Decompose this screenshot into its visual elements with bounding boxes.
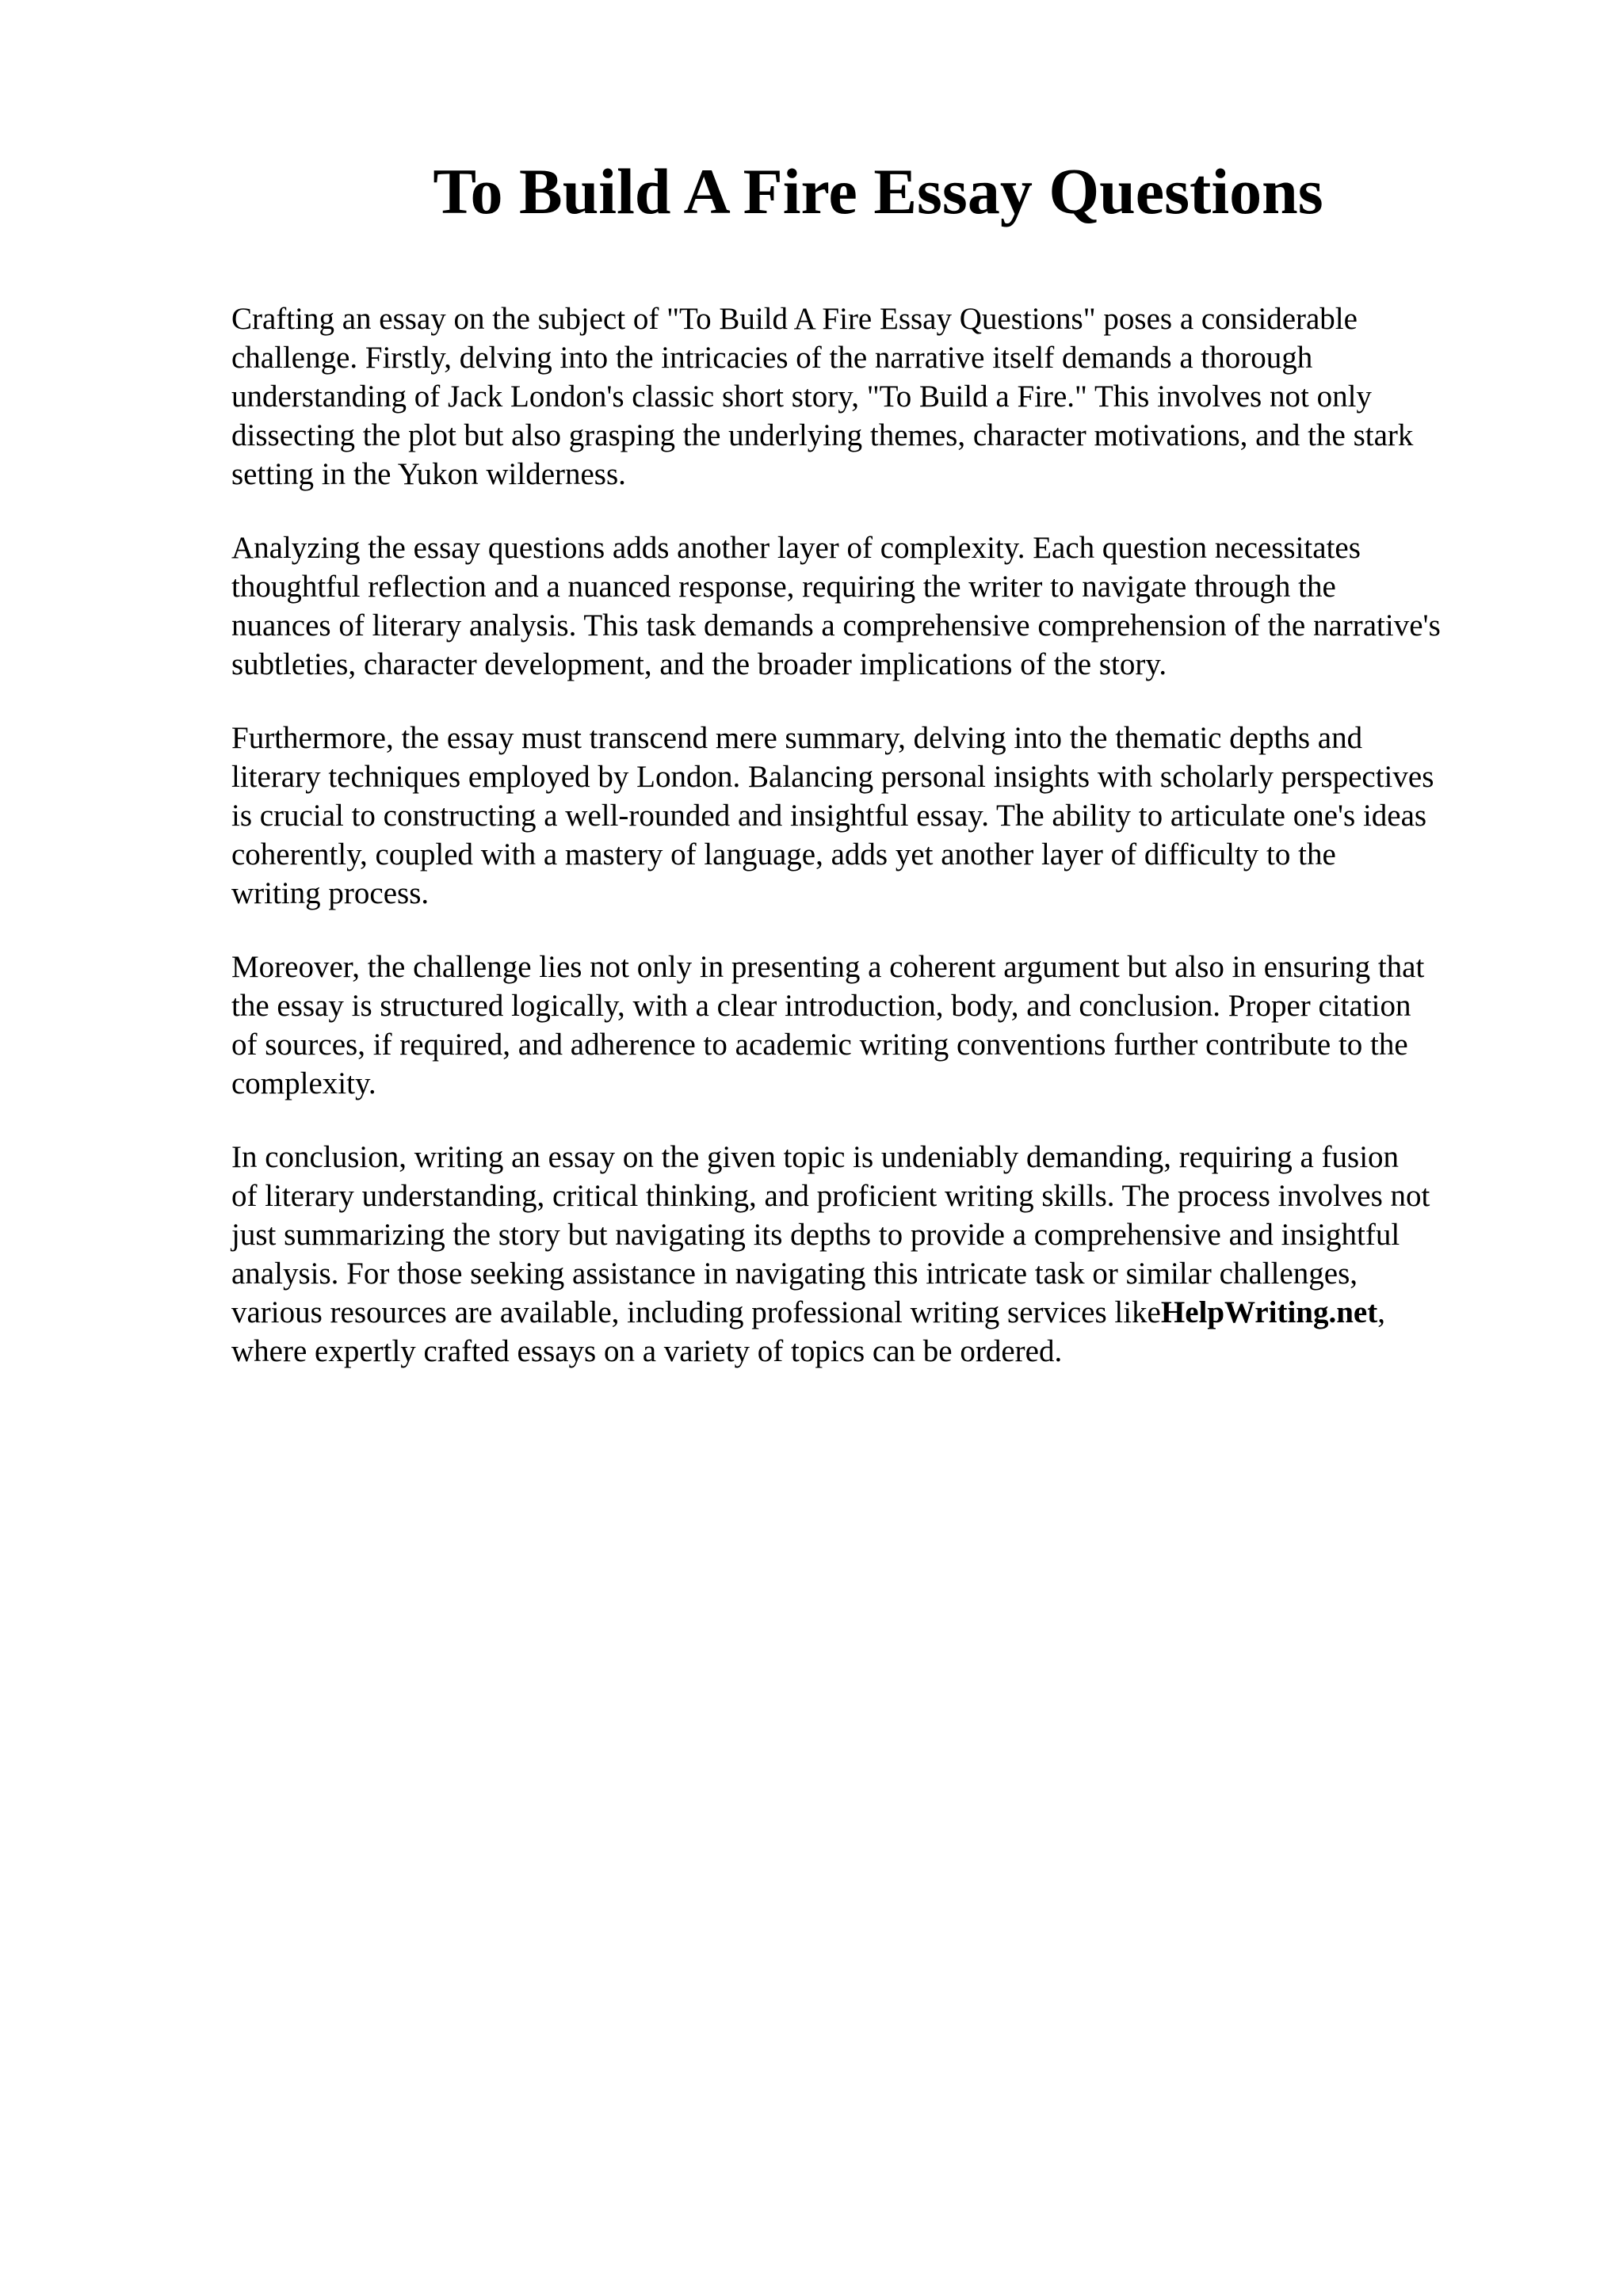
paragraph-line: writing process. [231,876,430,910]
paragraph-3 [231,719,1547,913]
paragraph-line: of literary understanding, critical thinking, and proficient writing skills. The process involves not [231,1179,1430,1213]
paragraph-line: complexity. [231,1066,376,1100]
paragraph-line: Analyzing the essay questions adds another layer of complexity. Each question necessitates [231,531,1361,565]
paragraph-line: coherently, coupled with a mastery of language, adds yet another layer of difficulty to the [231,837,1336,871]
paragraph-line: understanding of Jack London's classic short story, "To Build a Fire." This involves not only [231,379,1372,414]
paragraph-line: Moreover, the challenge lies not only in presenting a coherent argument but also in ensuring that [231,950,1425,984]
paragraph-line: In conclusion, writing an essay on the given topic is undeniably demanding, requiring a fusion [231,1140,1400,1174]
paragraph-line: Furthermore, the essay must transcend mere summary, delving into the thematic depths and [231,721,1363,755]
paragraph-line-text: , [1377,1295,1385,1329]
paragraph-line: thoughtful reflection and a nuanced response, requiring the writer to navigate through the [231,570,1336,604]
paragraph-4 [231,948,1547,1103]
paragraph-line: is crucial to constructing a well-rounded and insightful essay. The ability to articulate one's ideas [231,799,1427,833]
paragraph-1 [231,299,1547,494]
paragraph-line: Crafting an essay on the subject of "To Build A Fire Essay Questions" poses a considerable [231,302,1358,336]
paragraph-line: challenge. Firstly, delving into the intricacies of the narrative itself demands a thorough [231,341,1313,375]
document-title: To Build A Fire Essay Questions [433,155,1323,227]
paragraph-line: of sources, if required, and adherence to academic writing conventions further contribute to the [231,1028,1408,1062]
paragraph-line-text: various resources are available, including professional writing services like [231,1295,1161,1329]
paragraph-line: analysis. For those seeking assistance in navigating this intricate task or similar challenges, [231,1257,1358,1291]
paragraph-line: literary techniques employed by London. Balancing personal insights with scholarly perspectives [231,760,1434,794]
paragraph-line: setting in the Yukon wilderness. [231,457,626,491]
document-body [231,299,1547,1405]
paragraph-line: just summarizing the story but navigating its depths to provide a comprehensive and insightful [231,1218,1400,1252]
paragraph-line: where expertly crafted essays on a variety of topics can be ordered. [231,1334,1063,1368]
paragraph-line: the essay is structured logically, with a clear introduction, body, and conclusion. Proper citation [231,989,1411,1023]
paragraph-line: nuances of literary analysis. This task demands a comprehensive comprehension of the narrative's [231,608,1441,643]
paragraph-line-with-brand [231,1293,1547,1332]
paragraph-line: subtleties, character development, and the broader implications of the story. [231,647,1167,681]
paragraph-line: dissecting the plot but also grasping the underlying themes, character motivations, and the stark [231,418,1414,452]
paragraph-5 [231,1138,1547,1371]
paragraph-2 [231,528,1547,684]
brand-name: HelpWriting.net [1160,1295,1378,1329]
